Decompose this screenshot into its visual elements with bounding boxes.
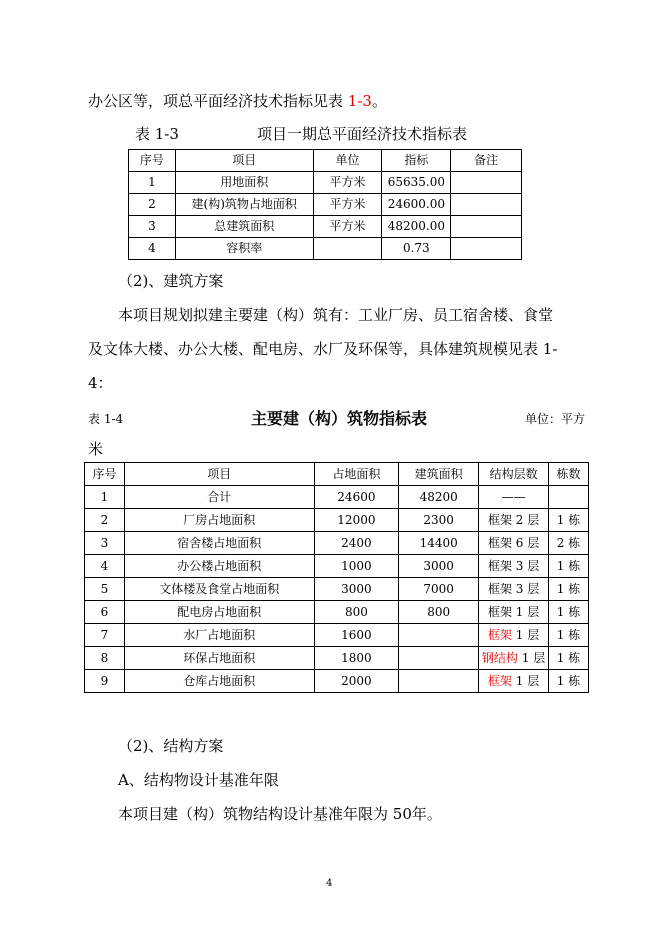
table1-cell (451, 216, 522, 238)
struct-text: 框架 2 层 (487, 513, 540, 527)
table2-no: 8 (85, 647, 125, 670)
table2-header-cell: 建筑面积 (399, 463, 479, 486)
struct-text: 框架 1 层 (487, 605, 540, 619)
table1-row (129, 216, 522, 238)
table2-struct (479, 647, 549, 670)
table1-cell: 平方米 (313, 194, 382, 216)
table1-cell: 65635.00 (382, 172, 451, 194)
table2-land: 2400 (314, 532, 399, 555)
table2-count: 1 栋 (549, 555, 589, 578)
table1-header-cell: 备注 (451, 150, 522, 172)
table2-land: 1600 (314, 624, 399, 647)
table2-build (399, 624, 479, 647)
table1 (128, 149, 522, 260)
table2-struct (479, 509, 549, 532)
table1-cell: 24600.00 (382, 194, 451, 216)
table1-header-row (129, 150, 522, 172)
table2-header-cell: 序号 (85, 463, 125, 486)
intro-tail: 。 (371, 92, 387, 110)
table2-land: 3000 (314, 578, 399, 601)
para2: 本项目建（构）筑物结构设计基准年限为 50年。 (118, 805, 442, 823)
para1-line2: 及文体大楼、办公大楼、配电房、水厂及环保等，具体建筑规模见表 1- (88, 340, 558, 358)
table2-no: 5 (85, 578, 125, 601)
table2-land: 2000 (314, 670, 399, 693)
table1-cell (451, 172, 522, 194)
table2-no: 3 (85, 532, 125, 555)
table2-count (549, 486, 589, 509)
table2-label: 表 1-4 (88, 412, 124, 426)
struct-tail: 1 层 (511, 628, 540, 642)
struct-text: 框架 3 层 (487, 559, 540, 573)
table2-header-row (85, 463, 589, 486)
table2-build: 48200 (399, 486, 479, 509)
table1-row (129, 172, 522, 194)
table2-header-cell: 结构层数 (479, 463, 549, 486)
para1-line1: 本项目规划拟建主要建（构）筑有：工业厂房、员工宿舍楼、食堂 (118, 306, 554, 324)
table2-struct (479, 578, 549, 601)
table2-build (399, 647, 479, 670)
table1-title: 项目一期总平面经济技术指标表 (257, 125, 468, 143)
intro-line (88, 92, 387, 110)
intro-text: 办公区等，项总平面经济技术指标见表 (88, 92, 348, 110)
table2-item: 水厂占地面积 (124, 624, 314, 647)
table2-row (85, 578, 589, 601)
table2-count: 1 栋 (549, 578, 589, 601)
table2-header-cell: 占地面积 (314, 463, 399, 486)
table2-item: 合计 (124, 486, 314, 509)
table2-no: 9 (85, 670, 125, 693)
table2-row (85, 555, 589, 578)
table1-cell (313, 238, 382, 260)
table2-no: 4 (85, 555, 125, 578)
table2-land: 1000 (314, 555, 399, 578)
table1-cell: 用地面积 (175, 172, 313, 194)
struct-red: 钢结构 (481, 651, 518, 665)
table2-row (85, 601, 589, 624)
table1-cell: 容积率 (175, 238, 313, 260)
table2-count: 1 栋 (549, 670, 589, 693)
table2-item: 厂房占地面积 (124, 509, 314, 532)
struct-text: 框架 6 层 (487, 536, 540, 550)
table1-header-cell: 单位 (313, 150, 382, 172)
table2-land: 800 (314, 601, 399, 624)
table2-row (85, 670, 589, 693)
table2-row (85, 647, 589, 670)
table1-cell (451, 194, 522, 216)
struct-red: 框架 (487, 674, 512, 688)
table1-cell: 4 (129, 238, 176, 260)
table2-land: 24600 (314, 486, 399, 509)
table1-header-cell: 序号 (129, 150, 176, 172)
struct-text: —— (501, 490, 526, 504)
struct-tail: 1 层 (511, 674, 540, 688)
table2-count: 1 栋 (549, 601, 589, 624)
table2-unit: 单位：平方 (525, 412, 586, 426)
table2 (84, 462, 589, 693)
table2-header-cell: 栋数 (549, 463, 589, 486)
table2-land: 1800 (314, 647, 399, 670)
para1-line3: 4： (88, 374, 113, 392)
table2-no: 2 (85, 509, 125, 532)
struct-text: 框架 3 层 (487, 582, 540, 596)
table2-item: 宿舍楼占地面积 (124, 532, 314, 555)
table2-item: 办公楼占地面积 (124, 555, 314, 578)
page-number: 4 (326, 878, 333, 889)
table1-cell: 2 (129, 194, 176, 216)
table2-build: 2300 (399, 509, 479, 532)
table1-cell: 平方米 (313, 172, 382, 194)
table2-struct (479, 532, 549, 555)
table1-header-cell: 指标 (382, 150, 451, 172)
table2-land: 12000 (314, 509, 399, 532)
table2-build: 7000 (399, 578, 479, 601)
table2-struct (479, 601, 549, 624)
table2-no: 7 (85, 624, 125, 647)
table1-cell: 48200.00 (382, 216, 451, 238)
table2-struct (479, 555, 549, 578)
table1-cell (451, 238, 522, 260)
table1-label: 表 1-3 (135, 125, 179, 143)
table1-cell: 总建筑面积 (175, 216, 313, 238)
table-ref-link: 1-3 (347, 92, 372, 110)
table2-no: 6 (85, 601, 125, 624)
table2-unit-continued: 米 (88, 440, 104, 458)
table1-cell: 平方米 (313, 216, 382, 238)
section-architecture-heading: （2)、建筑方案 (118, 272, 224, 290)
table2-build: 14400 (399, 532, 479, 555)
table2-header-cell: 项目 (124, 463, 314, 486)
subsection-a-heading: A、结构物设计基准年限 (118, 771, 279, 789)
table2-row (85, 509, 589, 532)
table2-item: 文体楼及食堂占地面积 (124, 578, 314, 601)
table2-item: 环保占地面积 (124, 647, 314, 670)
table2-struct (479, 624, 549, 647)
table1-cell: 建(构)筑物占地面积 (175, 194, 313, 216)
table2-count: 1 栋 (549, 624, 589, 647)
table2-item: 仓库占地面积 (124, 670, 314, 693)
table2-struct (479, 486, 549, 509)
table2-build: 800 (399, 601, 479, 624)
section-structure-heading: （2)、结构方案 (118, 737, 224, 755)
table2-count: 2 栋 (549, 532, 589, 555)
table2-count: 1 栋 (549, 647, 589, 670)
table2-build (399, 670, 479, 693)
table1-cell: 1 (129, 172, 176, 194)
table2-struct (479, 670, 549, 693)
table2-no: 1 (85, 486, 125, 509)
table2-row (85, 486, 589, 509)
table1-row (129, 194, 522, 216)
struct-red: 框架 (487, 628, 512, 642)
table1-row (129, 238, 522, 260)
table2-row (85, 532, 589, 555)
table1-header-cell: 项目 (175, 150, 313, 172)
table1-cell: 0.73 (382, 238, 451, 260)
table2-item: 配电房占地面积 (124, 601, 314, 624)
table2-title: 主要建（构）筑物指标表 (251, 409, 428, 428)
struct-tail: 1 层 (517, 651, 546, 665)
table2-count: 1 栋 (549, 509, 589, 532)
table2-row (85, 624, 589, 647)
table1-cell: 3 (129, 216, 176, 238)
table2-build: 3000 (399, 555, 479, 578)
